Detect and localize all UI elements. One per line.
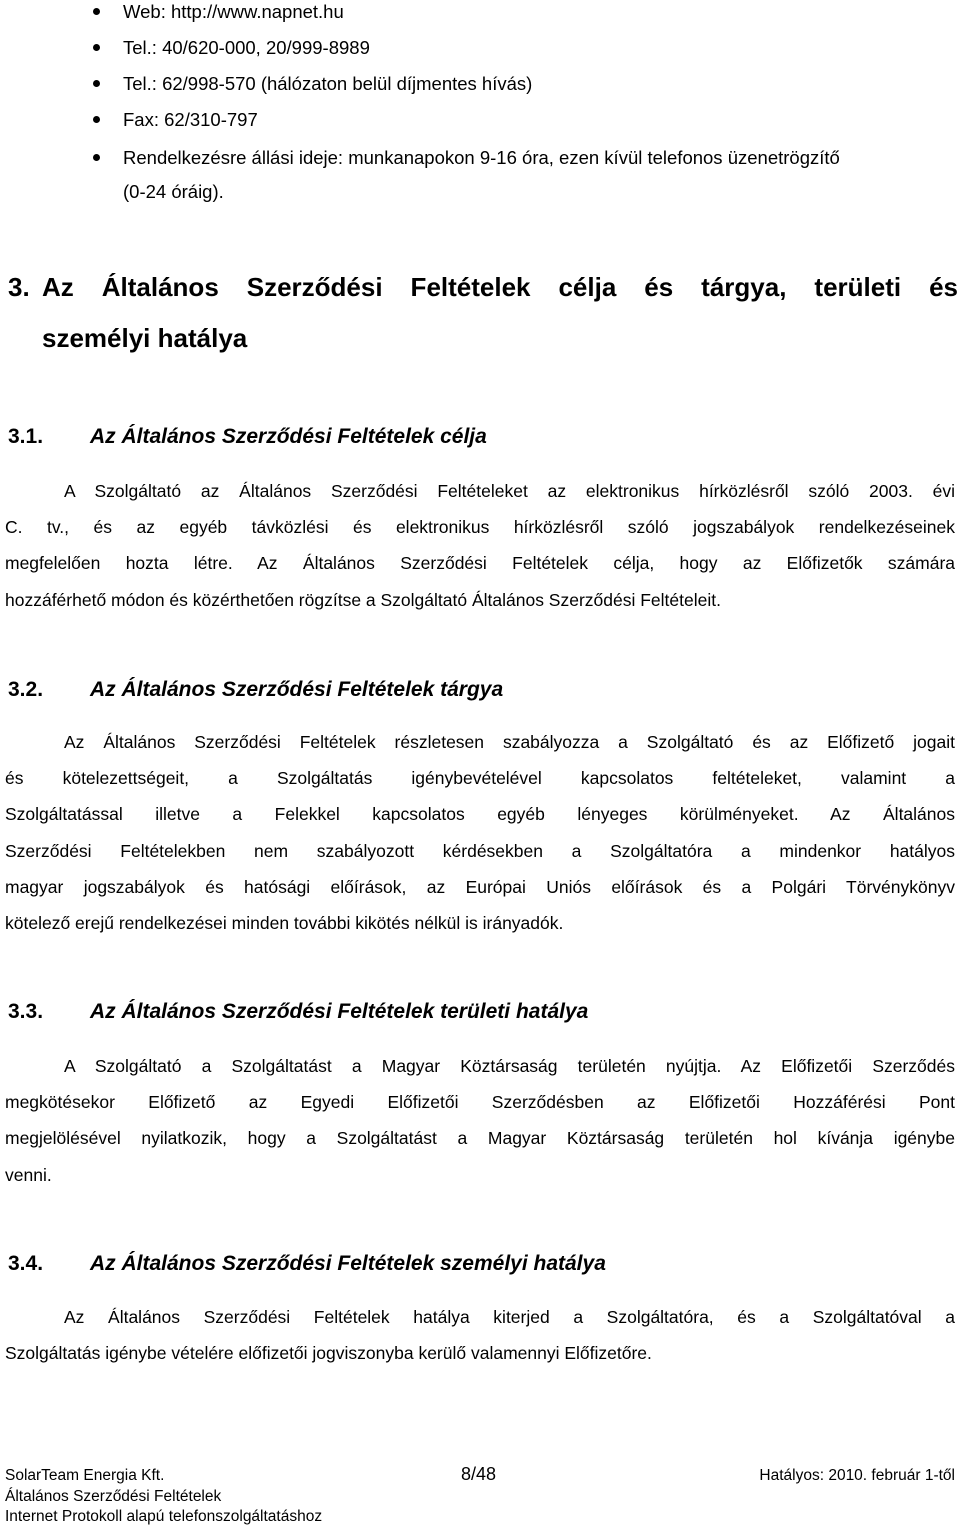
paragraph-line: megfelelően hozta létre. Az Általános Szerződési Feltételek célja, hogy az Előfizetők számára bbox=[5, 553, 955, 573]
subsection-number: 3.2. bbox=[8, 678, 44, 701]
footer-effective-date: Hatályos: 2010. február 1-től bbox=[759, 1467, 955, 1484]
subsection-number: 3.3. bbox=[8, 1000, 44, 1023]
paragraph-line: Az Általános Szerződési Feltételek hatálya kiterjed a Szolgáltatóra, és a Szolgáltatóval a bbox=[64, 1307, 955, 1327]
contact-phone-free: Tel.: 62/998-570 (hálózaton belül díjmentes hívás) bbox=[123, 73, 533, 94]
contact-fax: Fax: 62/310-797 bbox=[123, 109, 258, 130]
section-title-line2: személyi hatálya bbox=[42, 323, 248, 353]
list-item bbox=[123, 144, 840, 172]
bullet-icon bbox=[93, 116, 100, 123]
paragraph-line: és kötelezettségeit, a Szolgáltatás igénybevételével kapcsolatos feltételeket, valamint a bbox=[5, 768, 955, 788]
list-item bbox=[123, 106, 258, 134]
paragraph-line: A Szolgáltató a Szolgáltatást a Magyar Köztársaság területén nyújtja. Az Előfizetői Szerződés bbox=[64, 1056, 955, 1076]
footer-company: SolarTeam Energia Kft. bbox=[5, 1467, 165, 1484]
subsection-title: Az Általános Szerződési Feltételek célja bbox=[90, 425, 487, 448]
footer-page-number: 8/48 bbox=[461, 1464, 497, 1484]
bullet-icon bbox=[93, 80, 100, 87]
contact-availability-cont: (0-24 óráig). bbox=[123, 181, 224, 202]
paragraph-line: Szerződési Feltételekben nem szabályozott kérdésekben a Szolgáltatóra a mindenkor hatályos bbox=[5, 841, 955, 861]
contact-phone: Tel.: 40/620-000, 20/999-8989 bbox=[123, 37, 370, 58]
paragraph-line: A Szolgáltató az Általános Szerződési Feltételeket az elektronikus hírközlésről szóló 2003. évi bbox=[64, 481, 955, 501]
section-title-line1: Az Általános Szerződési Feltételek célja és tárgya, területi és bbox=[42, 272, 958, 302]
contact-web: Web: http://www.napnet.hu bbox=[123, 1, 344, 22]
paragraph-line: Szolgáltatással illetve a Felekkel kapcsolatos egyéb lényeges körülményeket. Az Általános bbox=[5, 804, 955, 824]
list-item bbox=[123, 70, 532, 98]
paragraph-line: venni. bbox=[5, 1165, 52, 1185]
subsection-number: 3.4. bbox=[8, 1252, 44, 1275]
paragraph-line: magyar jogszabályok és hatósági előírások, az Európai Uniós előírások és a Polgári Törvénykönyv bbox=[5, 877, 955, 897]
paragraph-line: Szolgáltatás igénybe vételére előfizetői jogviszonyba kerülő valamennyi Előfizetőre. bbox=[5, 1343, 652, 1363]
footer-doc-title: Általános Szerződési Feltételek bbox=[5, 1488, 222, 1505]
subsection-number: 3.1. bbox=[8, 425, 44, 448]
paragraph-line: megkötésekor Előfizető az Egyedi Előfizetői Szerződésben az Előfizetői Hozzáférési Pont bbox=[5, 1092, 955, 1112]
footer-doc-subtitle: Internet Protokoll alapú telefonszolgáltatáshoz bbox=[5, 1508, 323, 1525]
footer-row-1 bbox=[5, 1466, 955, 1486]
paragraph-line: Az Általános Szerződési Feltételek részletesen szabályozza a Szolgáltató és az Előfizető jogait bbox=[64, 732, 955, 752]
contact-availability: Rendelkezésre állási ideje: munkanapokon 9-16 óra, ezen kívül telefonos üzenetrögzítő bbox=[123, 147, 840, 168]
subsection-title: Az Általános Szerződési Feltételek személyi hatálya bbox=[90, 1252, 606, 1275]
subsection-title: Az Általános Szerződési Feltételek tárgya bbox=[90, 678, 504, 701]
paragraph-line: C. tv., és az egyéb távközlési és elektronikus hírközlésről szóló jogszabályok rendelkezéseinek bbox=[5, 517, 955, 537]
bullet-icon bbox=[93, 8, 100, 15]
section-number: 3. bbox=[8, 272, 30, 302]
bullet-icon bbox=[93, 44, 100, 51]
bullet-icon bbox=[93, 154, 100, 161]
list-item bbox=[123, 34, 370, 62]
paragraph-line: megjelölésével nyilatkozik, hogy a Szolgáltatást a Magyar Köztársaság területén hol kívánja igénybe bbox=[5, 1128, 955, 1148]
subsection-title: Az Általános Szerződési Feltételek területi hatálya bbox=[90, 1000, 589, 1023]
list-item-continuation bbox=[123, 178, 224, 206]
paragraph-line: kötelező erejű rendelkezései minden további kikötés nélkül is irányadók. bbox=[5, 913, 564, 933]
paragraph-line: hozzáférhető módon és közérthetően rögzítse a Szolgáltató Általános Szerződési Feltételeit. bbox=[5, 590, 721, 610]
list-item bbox=[123, 0, 344, 26]
